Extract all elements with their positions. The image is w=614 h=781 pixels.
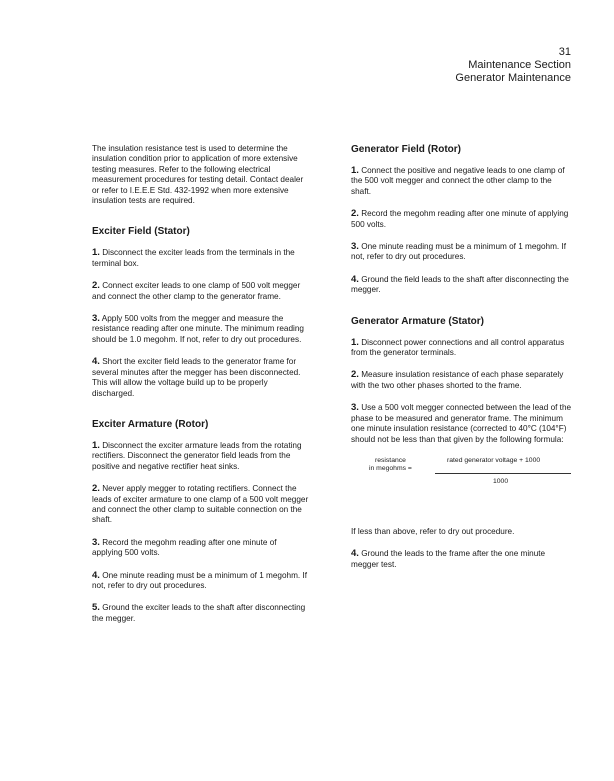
section-title: Maintenance Section [468,59,571,71]
step-item: 1. Disconnect the exciter armature leads from the rotating rectifiers. Disconnect the generator field leads from the positive and negative rectifier heat sinks. [92,439,302,471]
step-item: 3. One minute reading must be a minimum of 1 megohm. If not, refer to dry out procedures. [351,241,566,262]
step-item: 5. Ground the exciter leads to the shaft after disconnecting the megger. [92,602,306,623]
formula-denominator: 1000 [493,477,509,485]
formula-label: resistance in megohms = [369,456,412,472]
subsection-title: Generator Maintenance [455,72,571,84]
step-item: 3. Record the megohm reading after one minute of applying 500 volts. [92,536,277,558]
step-item: 2. Connect exciter leads to one clamp of 500 volt megger and connect the other clamp to the generator frame. [92,280,301,301]
page-header [455,46,571,85]
step-item: 2. Record the megohm reading after one minute of applying 500 volts. [351,208,569,229]
step-item: 4. One minute reading must be a minimum of 1 megohm. If not, refer to dry out procedures. [92,569,307,590]
right-column [351,144,573,582]
formula-numerator: rated generator voltage + 1000 [447,456,541,464]
step-item: 4. Short the exciter field leads to the generator frame for several minutes after the megger has been disconnected. This will allow the voltage build up to be properly discharged. [92,356,301,398]
step-item: 2. Measure insulation resistance of each phase separately with the two other phases shorted to the frame. [351,369,564,390]
generator-field-heading: Generator Field (Rotor) [351,144,462,155]
page-number: 31 [558,46,571,58]
generator-armature-heading: Generator Armature (Stator) [351,315,484,327]
left-column [92,144,309,636]
step-item: 1. Disconnect power connections and all control apparatus from the generator terminals. [351,336,565,358]
step-item: 4. Ground the leads to the frame after the one minute megger test. [351,548,546,569]
fraction-line [435,473,571,474]
exciter-field-heading: Exciter Field (Stator) [92,226,190,238]
dry-out-note: If less than above, refer to dry out procedure. [351,526,515,536]
step-item: 1. Connect the positive and negative leads to one clamp of the 500 volt megger and connect the other clamp to the shaft. [351,165,565,196]
step-item: 1. Disconnect the exciter leads from the terminals in the terminal box. [92,247,295,268]
step-item: 3. Apply 500 volts from the megger and measure the resistance reading after one minute. The minimum reading should be 1.0 megohm. If not, refer to dry out procedures. [92,313,304,344]
step-item: 3. Use a 500 volt megger connected between the lead of the phase to be measured and generator frame. The minimum one minute insulation resistance (corrected to 40°C (104°F) should not be less than that given by the following formula: [351,402,572,444]
step-item: 2. Never apply megger to rotating rectifiers. Connect the leads of exciter armature to one clamp of a 500 volt megger and connect the other clamp to suitable connection on the shaft. [92,483,309,525]
step-item: 4. Ground the field leads to the shaft after disconnecting the megger. [351,273,569,295]
intro-paragraph: The insulation resistance test is used to determine the insulation condition prior to application of more extensive testing measures. Refer to the following electrical measurement procedures for testing detail. Contact dealer or refer to I.E.E.E Std. 432-1992 when more extensive insulation tests are required. [92,144,304,206]
resistance-formula [351,457,573,507]
exciter-armature-heading: Exciter Armature (Rotor) [92,418,209,430]
